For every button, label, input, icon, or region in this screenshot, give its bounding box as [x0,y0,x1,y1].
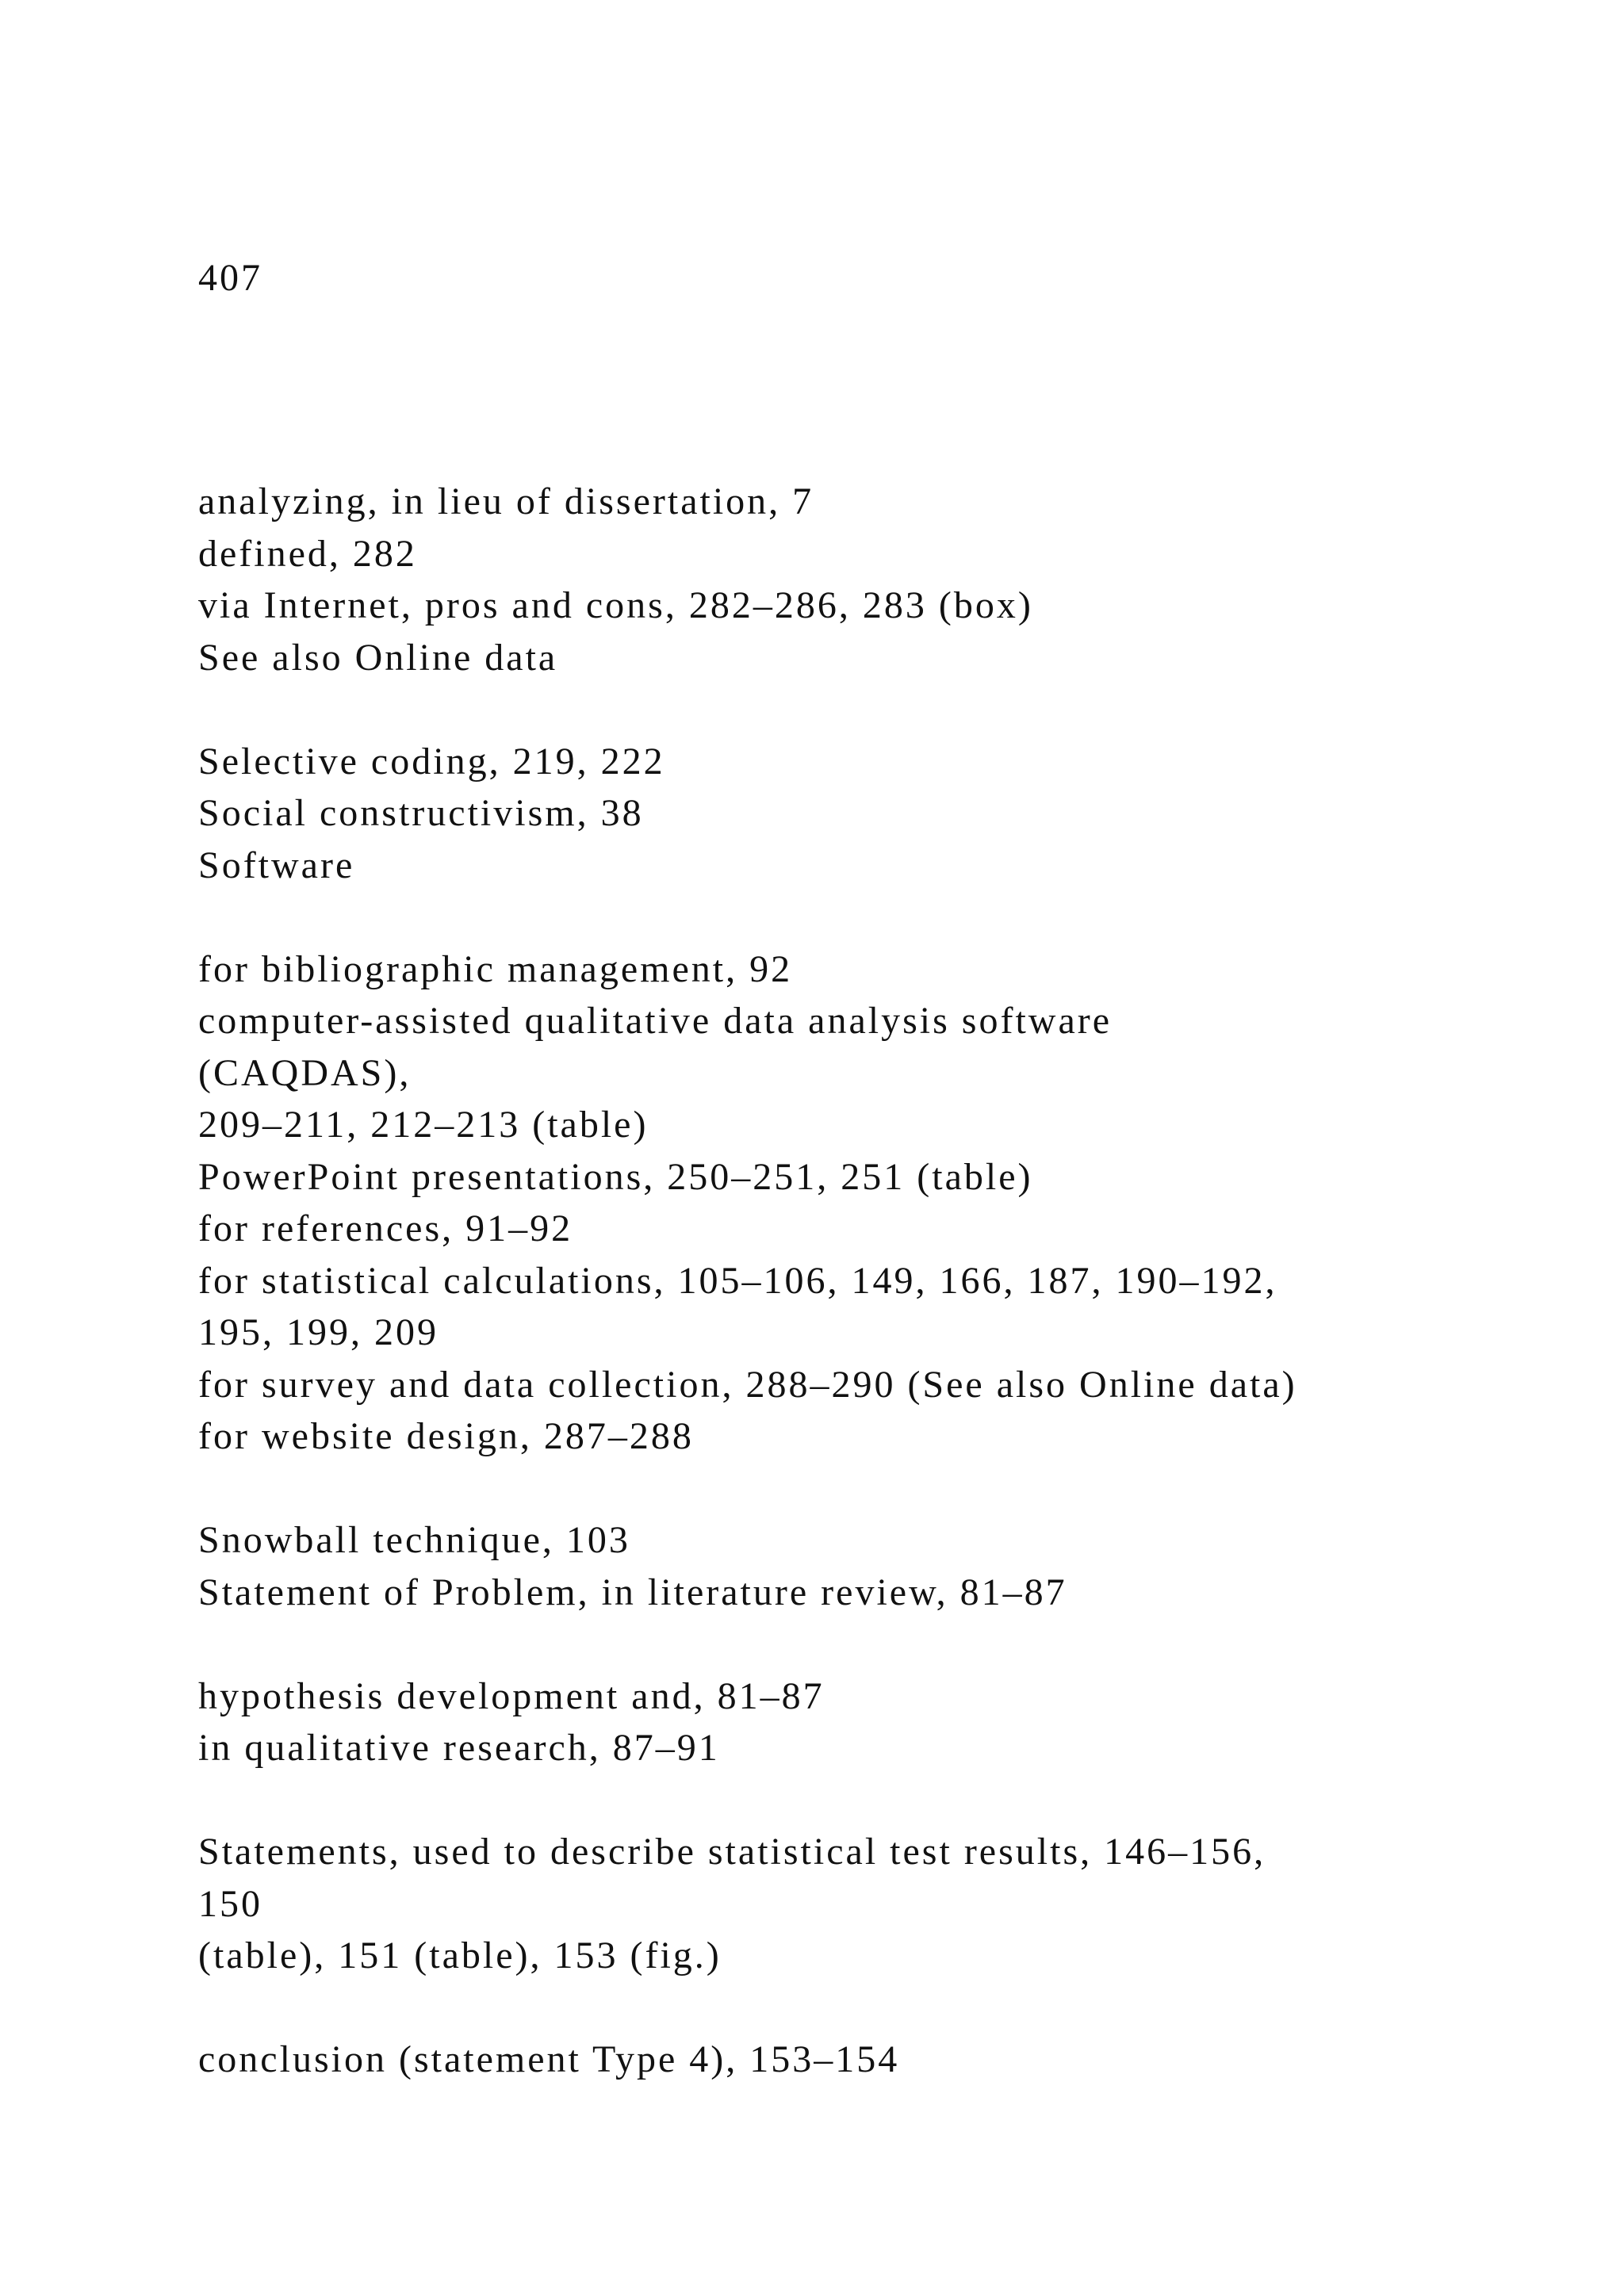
page-number: 407 [198,257,262,299]
index-block-4 [198,1514,1546,1618]
index-line: in qualitative research, 87–91 [198,1727,720,1769]
index-line: PowerPoint presentations, 250–251, 251 (table) [198,1155,1033,1198]
index-line: Selective coding, 219, 222 [198,740,665,783]
document-page [198,252,1546,2086]
index-line: 209–211, 212–213 (table) [198,1104,649,1146]
index-block-1 [198,476,1546,683]
index-block-5 [198,1670,1546,1774]
index-line: via Internet, pros and cons, 282–286, 283 (box) [198,584,1033,626]
index-line: 195, 199, 209 [198,1311,439,1353]
index-line: for bibliographic management, 92 [198,947,793,990]
index-block-7 [198,2034,1546,2086]
index-line: for survey and data collection, 288–290 (See also Online data) [198,1363,1297,1406]
index-line: Statement of Problem, in literature review, 81–87 [198,1571,1067,1613]
index-line: Software [198,844,355,886]
blank-line [198,1982,1546,2034]
index-line: (CAQDAS), [198,1051,412,1094]
index-block-2 [198,736,1546,892]
index-line: for statistical calculations, 105–106, 149, 166, 187, 190–192, [198,1259,1277,1302]
index-line: analyzing, in lieu of dissertation, 7 [198,480,814,522]
index-line: (table), 151 (table), 153 (fig.) [198,1934,722,1976]
index-line: Statements, used to describe statistical test results, 146–156, [198,1831,1266,1873]
index-line: hypothesis development and, 81–87 [198,1674,825,1717]
index-line: conclusion (statement Type 4), 153–154 [198,2038,900,2080]
index-block-3 [198,943,1546,1463]
index-line: for website design, 287–288 [198,1415,694,1457]
blank-line [198,1774,1546,1827]
index-line: 150 [198,1882,262,1925]
index-line: Social constructivism, 38 [198,792,644,834]
blank-line [198,1463,1546,1515]
index-block-6 [198,1826,1546,1982]
blank-line [198,1618,1546,1670]
blank-line [198,683,1546,736]
index-line: for references, 91–92 [198,1207,573,1249]
index-line: computer-assisted qualitative data analysis software [198,1000,1113,1042]
blank-line [198,891,1546,943]
index-line: See also Online data [198,636,558,679]
index-line: Snowball technique, 103 [198,1519,630,1561]
index-line: defined, 282 [198,532,417,575]
